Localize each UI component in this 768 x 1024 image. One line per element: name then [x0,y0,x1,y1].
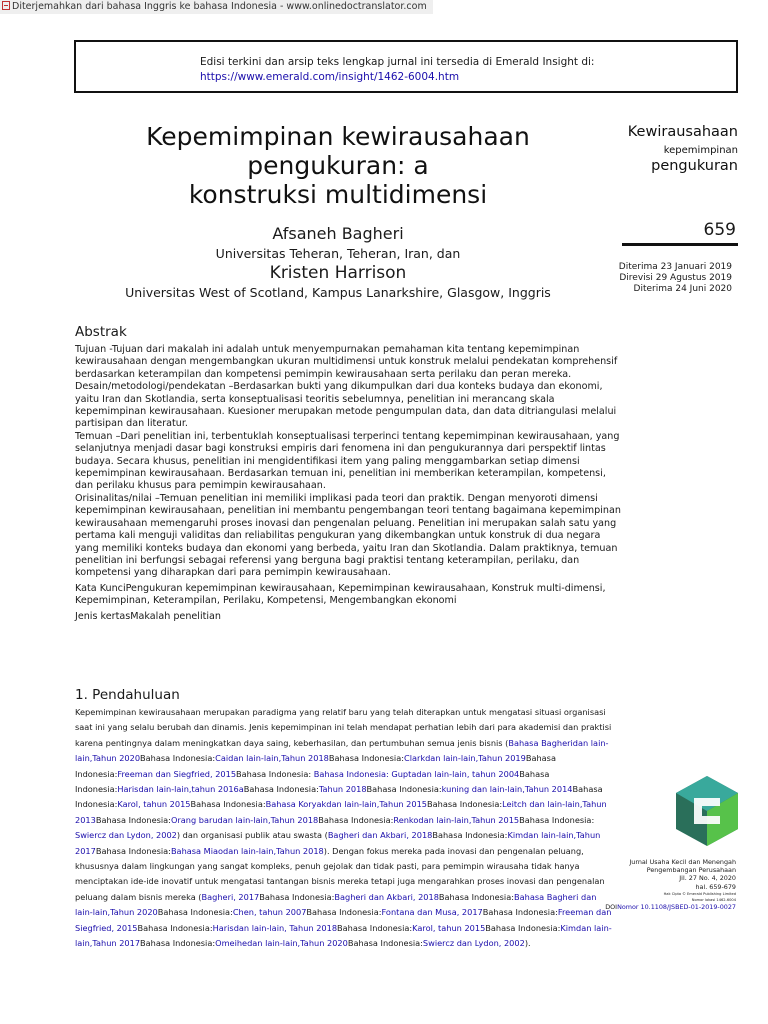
citation-link[interactable]: Bahasa Bagheridan lain-lain,Tahun 2020 [75,737,609,764]
intro-text: Kepemimpinan kewirausahaan merupakan paradigma yang relatif baru yang telah diterapkan untuk mengatasi situasi organisasi saat ini yang selalu berubah dan dinamis. Jenis kepemimpinan ini telah mendapat perhatian lebih dari para akademisi dan praktisi karena pentingnya dalam meningkatkan daya saing, keberhasilan, dan pertumbuhan semua jenis bisnis ( [75,707,612,748]
citation-link[interactable]: Omeihedan lain-lain,Tahun 2020 [215,938,348,949]
affiliation-2: Universitas West of Scotland, Kampus Lanarkshire, Glasgow, Inggris [125,285,551,300]
intro-text: Bahasa Indonesia: [259,891,335,902]
abstract-findings: Temuan –Dari penelitian ini, terbentuklah konseptualisasi terperinci tentang kepemimpinan kewirausahaan, yang selanjutnya menjadi dasar bagi konstruksi empiris dari fenomena ini dan pengukurannya dari perspektif lintas budaya. Secara khusus, penelitian ini mengidentifikasi item yang paling menggambarkan setiap dimensi kepemimpinan kewirausahaan. Berdasarkan temuan ini, penelitian ini memberikan keterampilan, kompetensi, dan perilaku khusus para pemimpin kewirausahaan. [75,430,620,492]
section-heading: 1. Pendahuluan [75,687,180,703]
article-title [100,122,576,209]
title-line-3: konstruksi multidimensi [188,180,488,209]
abstract-body [75,344,623,623]
citation-link[interactable]: Caidan lain-lain,Tahun 2018 [215,753,329,764]
date-revised: Direvisi 29 Agustus 2019 [619,273,732,283]
intro-text: ). [524,938,531,949]
banner-text: Diterjemahkan dari bahasa Inggris ke bahasa Indonesia - www.onlinedoctranslator.com [12,1,427,12]
citation-link[interactable]: Bagheri dan Akbari, 2018 [334,891,439,902]
citation-link[interactable]: Clarkdan lain-lain,Tahun 2019 [403,753,526,764]
journal-info [605,858,736,911]
page-number-rule [622,243,738,246]
intro-text: Bahasa Indonesia: [366,784,442,795]
intro-text: Bahasa Indonesia: [75,768,550,795]
intro-text: Bahasa Indonesia: [519,814,595,825]
citation-link[interactable]: Bahasa Indonesia: Guptadan lain-lain, tahun 2004 [313,768,520,779]
abstract-purpose: Tujuan -Tujuan dari makalah ini adalah untuk menyempurnakan pemahaman kita tentang kepemimpinan kewirausahaan dengan mengembangkan ukuran multidimensi untuk konstruk melalui pendekatan komprehensif berdasarkan keterampilan dan kompetensi pemimpin kewirausahaan serta perilaku dan peran mereka. [75,344,618,380]
citation-link[interactable]: Bagheri dan Akbari, 2018 [327,830,433,841]
document-icon [2,1,10,10]
translator-banner[interactable] [0,0,433,14]
citation-link[interactable]: Swiercz dan Lydon, 2002 [422,938,525,949]
citation-link[interactable]: Harisdan lain-lain, Tahun 2018 [212,922,338,933]
intro-text: Bahasa Indonesia: [306,907,382,918]
citation-link[interactable]: Tahun 2018 [318,784,367,795]
citation-link[interactable]: kuning dan lain-lain,Tahun 2014 [441,784,573,795]
journal-doi [605,903,736,911]
introduction-paragraph [75,705,618,952]
intro-text: Bahasa Indonesia: [427,799,503,810]
affiliation-1: Universitas Teheran, Teheran, Iran, dan [215,246,461,261]
abstract-keywords-line-1: Kata KunciPengukuran kepemimpinan kewirausahaan, Kepemimpinan kewirausahaan, Konstruk multi-dimensi, [75,582,606,594]
intro-text: Bahasa Indonesia: [95,845,171,856]
intro-text: Bahasa Indonesia: [75,753,556,779]
journal-logo [676,776,738,846]
citation-link[interactable]: Bahasa Koryakdan lain-lain,Tahun 2015 [265,799,428,810]
intro-text: Bahasa Indonesia: [190,799,266,810]
abstract-originality: Orisinalitas/nilai –Temuan penelitian ini memiliki implikasi pada teori dan praktik. Dengan menyoroti dimensi kepemimpinan kewirausahaan, penelitian ini membantu pengembangan teori tentang bagaimana kepemimpinan kewirausahaan memengaruhi proses inovasi dan pengenalan peluang. Penelitian ini merupakan salah satu yang pertama kali menguji validitas dan reliabilitas pengukuran yang dikembangkan untuk konstruk di dua negara yang memiliki konteks budaya dan ekonomi yang berbeda, yaitu Iran dan Skotlandia. Dalam praktiknya, temuan penelitian ini berfungsi sebagai referensi yang berguna bagi praktisi tentang keterampilan, perilaku, dan kompetensi yang diharapkan dari para pemimpin kewirausahaan. [75,492,621,579]
intro-text: Bahasa Indonesia: [337,922,413,933]
intro-text: Bahasa Indonesia: [318,814,394,825]
article-dates [619,262,732,295]
abstract-keywords-line-2: Kepemimpinan, Keterampilan, Perilaku, Kompetensi, Mengembangkan ekonomi [75,595,457,607]
journal-name: Jurnal Usaha Kecil dan Menengah [629,858,736,866]
doi-link[interactable]: Nomor 10.1108/JSBED-01-2019-0027 [617,902,736,911]
citation-link[interactable]: Renkodan lain-lain,Tahun 2015 [393,814,520,825]
citation-link[interactable]: Karol, tahun 2015 [412,922,486,933]
running-title-line-2: kepemimpinan [663,145,738,156]
citation-link[interactable]: Bahasa Miaodan lain-lain,Tahun 2018 [170,845,324,856]
intro-text: Bahasa Indonesia: [432,830,508,841]
citation-link[interactable]: Leitch dan lain-lain,Tahun 2013 [75,799,607,825]
abstract-paper-type: Jenis kertasMakalah penelitian [75,610,222,622]
intro-text: ). Dengan fokus mereka pada inovasi dan pengenalan peluang, khususnya dalam lingkungan yang sangat kompleks, penuh gejolak dan tidak pasti, para pemimpin wirausaha tidak hanya menciptakan ide-ide inovatif untuk mengatasi tantangan bisnis mereka tetapi juga mengarahkan proses inovasi dan pengenalan peluang dalam bisnis mereka ( [75,845,605,902]
date-accepted: Diterima 24 Juni 2020 [633,284,732,294]
title-line-1: Kepemimpinan kewirausahaan [146,122,530,151]
abstract-heading: Abstrak [75,324,127,340]
journal-pages: hal. 659-679 [695,882,736,891]
journal-volume: Jil. 27 No. 4, 2020 [679,874,736,883]
journal-copyright: Hak Cipta © Emerald Publishing Limited [663,891,736,896]
intro-text: Bahasa Indonesia: [137,922,213,933]
abstract-design: Desain/metodologi/pendekatan –Berdasarkan bukti yang dikumpulkan dari dua konteks budaya dan ekonomi, yaitu Iran dan Skotlandia, serta konseptualisasi teoritis sebelumnya, penelitian ini merancang skala kepemimpinan kewirausahaan. Kuesioner merupakan metode pengumpulan data, dan data ditriangulasi melalui partisipan dan literatur. [75,381,617,430]
citation-link[interactable]: Karol, tahun 2015 [117,799,191,810]
notice-box [74,40,738,93]
title-line-2: pengukuran: a [247,151,429,180]
intro-text: Bahasa Indonesia: [140,938,216,949]
notice-link[interactable]: https://www.emerald.com/insight/1462-6004.htm [200,71,460,83]
citation-link[interactable]: Harisdan lain-lain,tahun 2016a [117,784,244,795]
author-2: Kristen Harrison [269,263,407,283]
citation-link[interactable]: Bagheri, 2017 [201,891,260,902]
running-title-line-3: pengukuran [651,158,738,174]
running-title [628,124,738,175]
intro-text: Bahasa Indonesia: [236,768,314,779]
notice-text: Edisi terkini dan arsip teks lengkap jurnal ini tersedia di Emerald Insight di: [200,56,595,68]
intro-text: Bahasa Indonesia: [482,907,558,918]
citation-link[interactable]: Orang barudan lain-lain,Tahun 2018 [170,814,319,825]
citation-link[interactable]: Fontana dan Musa, 2017 [381,907,483,918]
journal-issn: Nomor lokasi 1462-6004 [691,897,736,902]
intro-text: Bahasa Indonesia: [157,907,233,918]
author-1: Afsaneh Bagheri [272,224,404,243]
citation-link[interactable]: Bahasa Bagheri dan lain-lain,Tahun 2020 [75,891,597,918]
citation-link[interactable]: Kimdan lain-lain,Tahun 2017 [75,922,612,949]
citation-link[interactable]: Swiercz dan Lydon, 2002 [75,830,177,841]
page-number: 659 [703,220,736,240]
citation-link[interactable]: Freeman dan Siegfried, 2015 [75,907,612,933]
citation-link[interactable]: Chen, tahun 2007 [232,907,307,918]
intro-text: Bahasa Indonesia: [75,784,603,810]
date-received: Diterima 23 Januari 2019 [618,262,732,272]
citation-link[interactable]: Kimdan lain-lain,Tahun 2017 [75,830,601,856]
journal-name-2: Pengembangan Perusahaan [646,866,736,875]
running-title-line-1: Kewirausahaan [627,124,738,140]
intro-text: Bahasa Indonesia: [485,922,561,933]
intro-text: Bahasa Indonesia: [95,814,171,825]
intro-text: Bahasa Indonesia: [243,784,319,795]
intro-text: Bahasa Indonesia: [328,753,404,764]
intro-text: Bahasa Indonesia: [347,938,423,949]
intro-text: Bahasa Indonesia: [140,753,216,764]
citation-link[interactable]: Freeman dan Siegfried, 2015 [117,768,237,779]
doi-prefix: DOI [605,902,618,911]
intro-text: Bahasa Indonesia: [438,891,514,902]
intro-text: ) dan organisasi publik atau swasta ( [176,830,328,841]
